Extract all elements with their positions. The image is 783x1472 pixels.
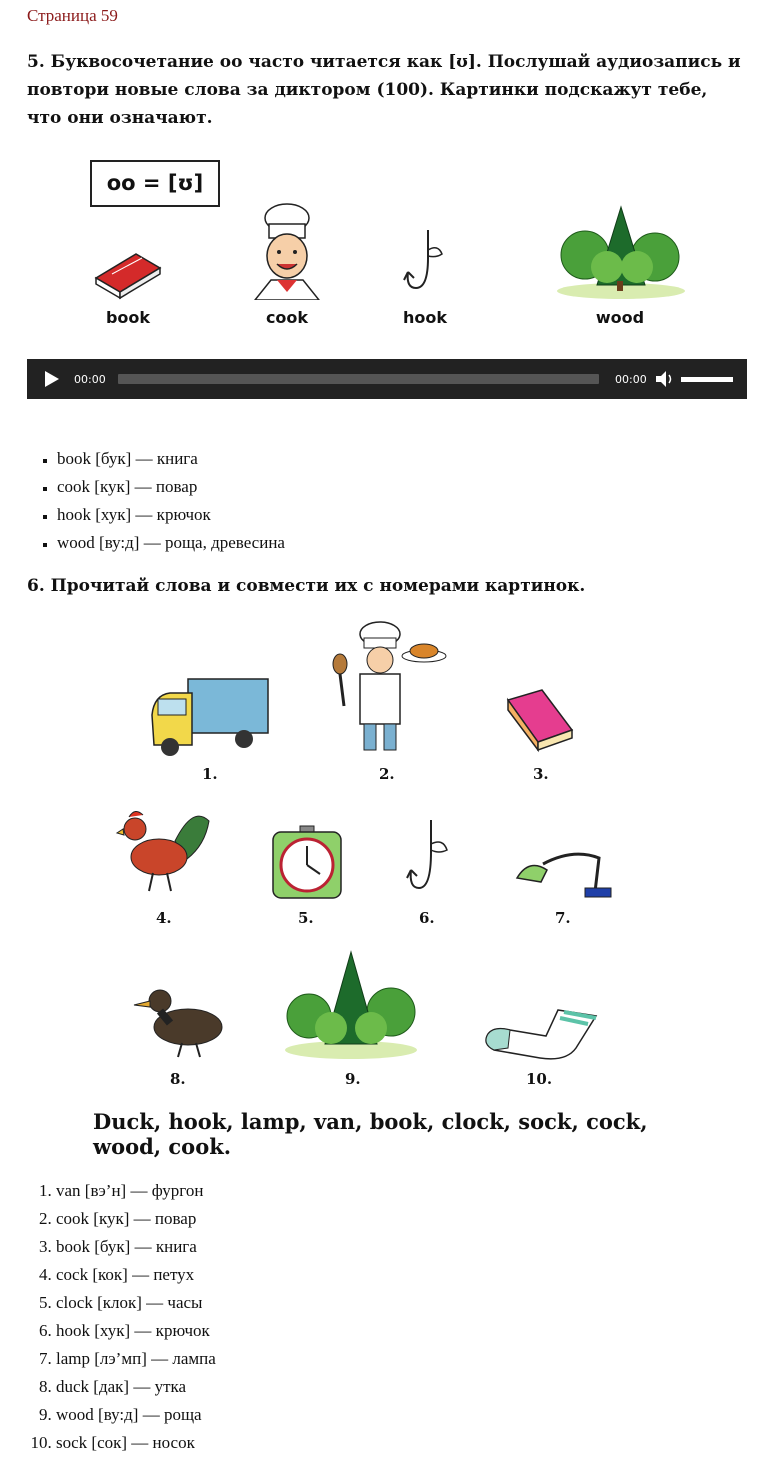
page-number: Страница 59 [27,6,118,25]
list-item: 8. duck [дак] — утка [56,1373,216,1401]
list-item: 5. clock [клок] — часы [56,1289,216,1317]
audio-player [27,359,747,399]
list-item: 6. hook [хук] — крючок [56,1317,216,1345]
picture-number: 7. [555,909,571,927]
chef-icon [247,200,327,300]
book-icon [92,248,164,300]
list-item: ▪ book [бук] — книга [57,445,285,473]
caption-hook: hook [402,308,447,327]
list-item: 7. lamp [лэ’мп] — лампа [56,1345,216,1373]
picture-number: 8. [170,1070,186,1088]
sock-icon [480,1006,602,1064]
duck-icon [130,983,228,1059]
caption-wood: wood [595,308,645,327]
exercise-6-title: 6. Прочитай слова и совмести их с номерами картинок. [27,576,586,596]
rooster-icon [115,801,215,897]
list-item: 9. wood [ву:д] — роща [56,1401,216,1429]
picture-number: 2. [379,765,395,783]
word-list: Duck, hook, lamp, van, book, clock, sock, cock, wood, cook. [93,1109,648,1159]
list-item: 1. van [вэ’н] — фургон [56,1177,216,1205]
picture-number: 6. [419,909,435,927]
list-item: 2. cook [кук] — повар [56,1205,216,1233]
list-item: ▪ wood [ву:д] — роща, древесина [57,529,285,557]
caption-book: book [105,308,151,327]
volume-slider[interactable] [681,377,733,382]
formula-box: oo = [ʊ] [90,160,220,207]
duration-time: 00:00 [615,373,647,386]
picture-number: 5. [298,909,314,927]
picture-number: 3. [533,765,549,783]
book-icon [502,686,578,754]
list-item: 10. sock [сок] — носок [56,1429,216,1457]
picture-number: 10. [526,1070,553,1088]
list-item: 3. book [бук] — книга [56,1233,216,1261]
list-item: 4. cock [кок] — петух [56,1261,216,1289]
picture-number: 9. [345,1070,361,1088]
chef-icon [326,620,450,756]
picture-number: 1. [202,765,218,783]
vocab-list [27,445,285,557]
caption-cook: cook [265,308,309,327]
clock-icon [270,824,344,902]
answer-list [27,1177,216,1457]
picture-number: 4. [156,909,172,927]
list-item: ▪ cook [кук] — повар [57,473,285,501]
volume-icon[interactable] [655,370,675,388]
wood-icon [283,950,419,1060]
van-icon [148,673,272,759]
hook-icon [405,818,451,900]
current-time: 00:00 [74,373,106,386]
lamp-icon [513,848,615,900]
hook-icon [402,228,448,300]
list-item: ▪ hook [хук] — крючок [57,501,285,529]
exercise-5-title: 5. Буквосочетание oo часто читается как [ʊ]. Послушай аудиозапись и повтори новые слова за диктором (100). Картинки подскажут тебе, что они означают. [27,52,741,128]
audio-progress-bar[interactable] [118,374,599,384]
wood-icon [555,205,687,300]
play-icon[interactable] [45,371,59,387]
